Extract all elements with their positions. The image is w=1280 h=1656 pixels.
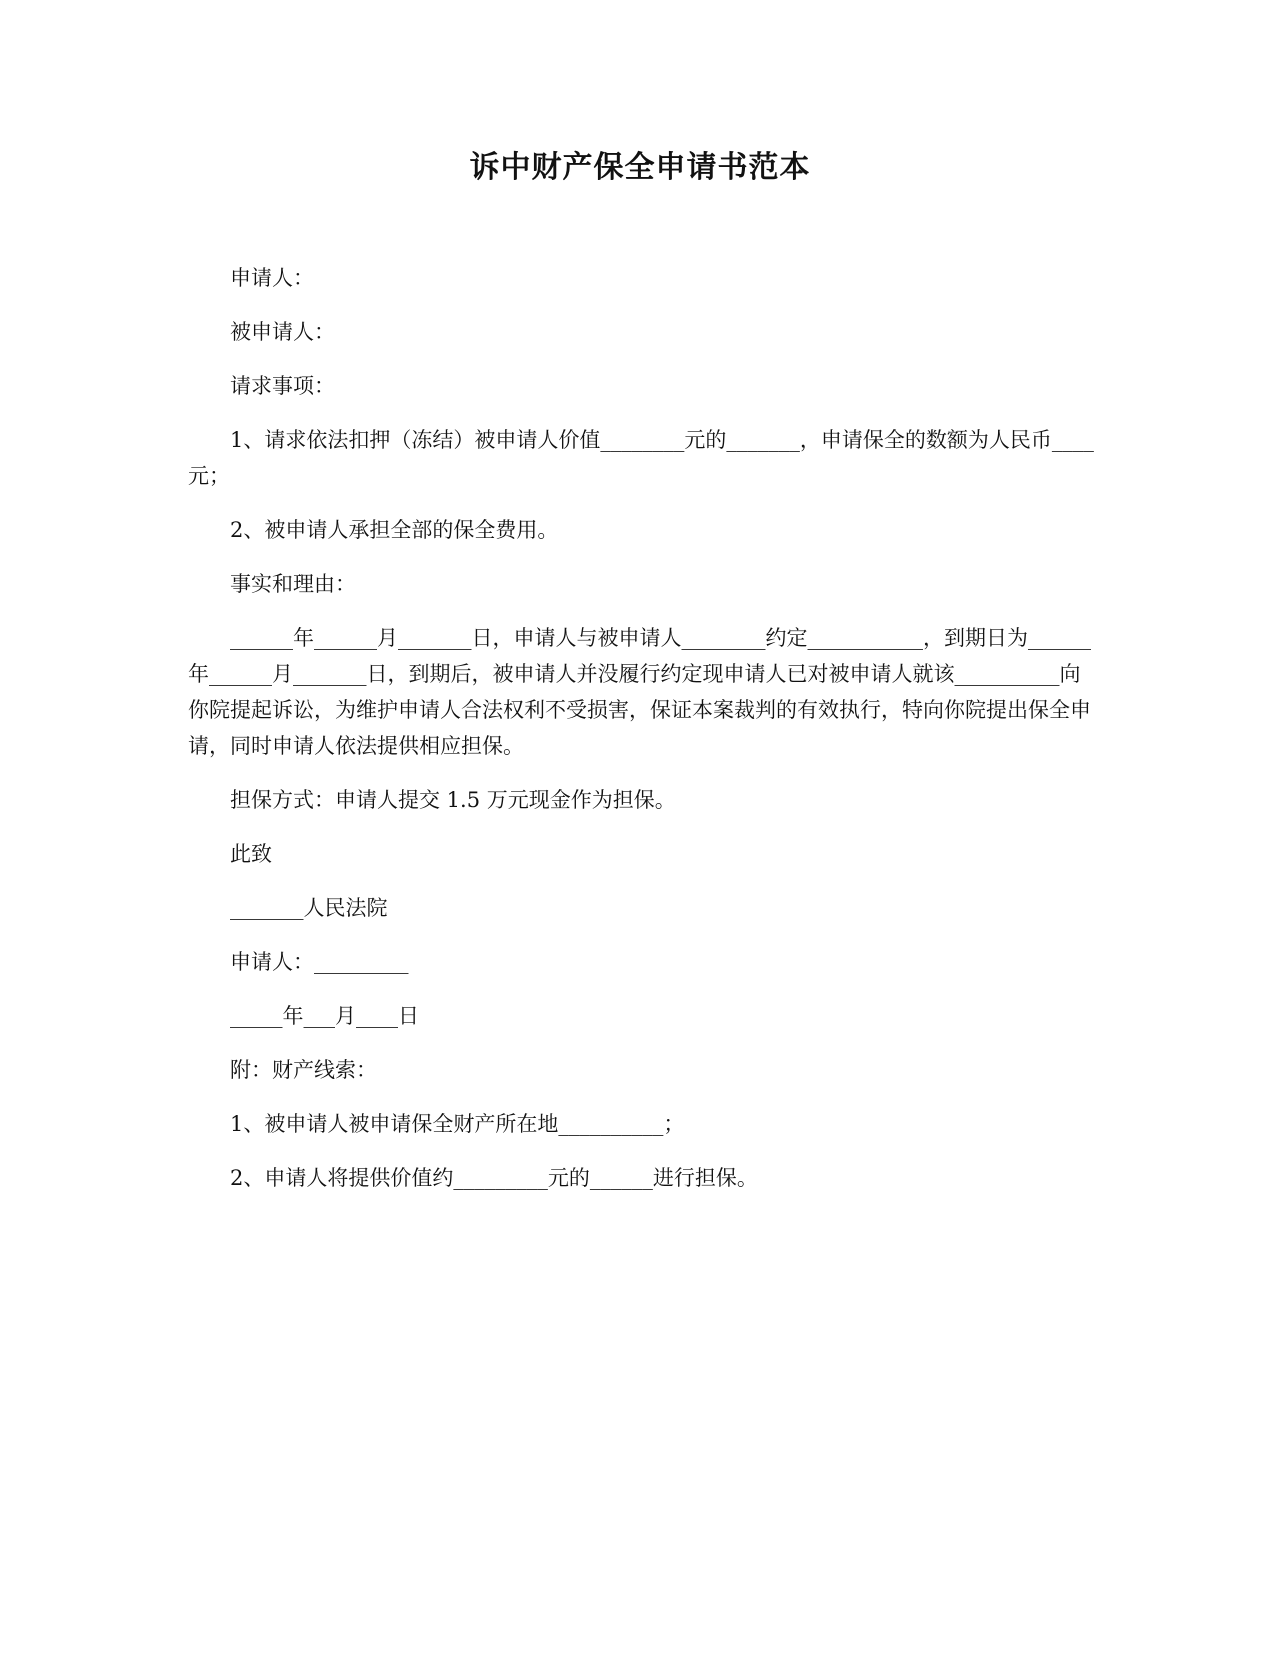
request-item-1: 1、请求依法扣押（冻结）被申请人价值________元的_______，申请保全的数额为人民币____元；	[188, 428, 1094, 488]
respondent-line: 被申请人：	[230, 320, 335, 344]
applicant-signature: 申请人：_________	[230, 950, 409, 974]
facts-heading: 事实和理由：	[230, 572, 356, 596]
guarantee-method: 担保方式：申请人提交 1.5 万元现金作为担保。	[230, 788, 676, 812]
document-body	[188, 260, 1094, 1214]
requests-heading: 请求事项：	[230, 374, 335, 398]
salutation: 此致	[230, 842, 272, 866]
appendix-heading: 附：财产线索：	[230, 1058, 377, 1082]
appendix-item-1: 1、被申请人被申请保全财产所在地__________；	[230, 1112, 685, 1136]
document-title: 诉中财产保全申请书范本	[469, 150, 811, 185]
request-item-2: 2、被申请人承担全部的保全费用。	[230, 518, 559, 542]
date-line: _____年___月____日	[230, 1004, 419, 1028]
appendix-item-2: 2、申请人将提供价值约_________元的______进行担保。	[230, 1166, 758, 1190]
facts-paragraph: ______年______月_______日，申请人与被申请人________约定___________，到期日为______年______月_______日，到期后，被申请人并没履行约定现申请人已对被申请人就该__________向你院提起诉讼，为维护申请人合法权利不受损害，保证本案裁判的有效执行，特向你院提出保全申请，同时申请人依法提供相应担保。	[188, 626, 1091, 758]
court-line: _______人民法院	[230, 896, 388, 920]
applicant-line: 申请人：	[230, 266, 314, 290]
